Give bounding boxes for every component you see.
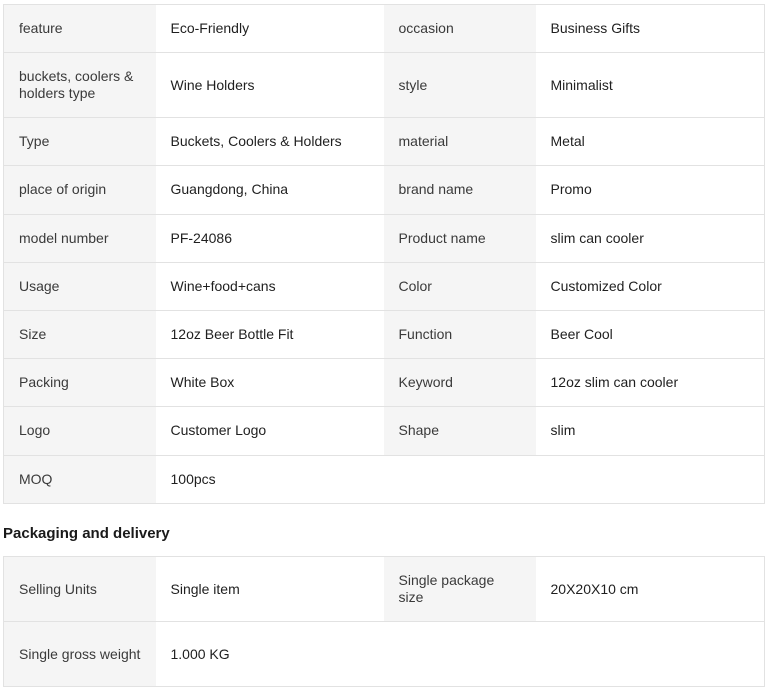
attribute-value: Beer Cool [536,310,765,358]
attribute-key: Product name [384,214,536,262]
attribute-key: Logo [4,407,156,455]
attribute-key: occasion [384,5,536,53]
attribute-value: 100pcs [156,455,384,503]
attribute-key: Single package size [384,557,536,622]
attribute-value: 12oz Beer Bottle Fit [156,310,384,358]
empty-cell [384,622,536,687]
attribute-value: Customized Color [536,262,765,310]
attributes-table [3,4,765,504]
attribute-key: Shape [384,407,536,455]
packaging-table [3,556,765,687]
attribute-value: White Box [156,359,384,407]
attribute-value: Customer Logo [156,407,384,455]
attribute-value: Eco-Friendly [156,5,384,53]
attribute-key: feature [4,5,156,53]
attribute-value: Guangdong, China [156,166,384,214]
attribute-key: style [384,53,536,118]
table-row [4,557,765,622]
attribute-value: 1.000 KG [156,622,384,687]
empty-cell [536,455,765,503]
section-title: Packaging and delivery [3,525,170,542]
table-row [4,5,765,53]
attribute-value: Metal [536,118,765,166]
empty-cell [536,622,765,687]
table-row [4,622,765,687]
attribute-value: 12oz slim can cooler [536,359,765,407]
attribute-key: Type [4,118,156,166]
attribute-key: Selling Units [4,557,156,622]
attribute-value: Single item [156,557,384,622]
table-row [4,262,765,310]
table-row [4,407,765,455]
table-row [4,53,765,118]
attribute-value: 20X20X10 cm [536,557,765,622]
attribute-key: Size [4,310,156,358]
attribute-key: model number [4,214,156,262]
table-row [4,359,765,407]
attribute-key: material [384,118,536,166]
attribute-key: Usage [4,262,156,310]
attribute-value: Buckets, Coolers & Holders [156,118,384,166]
attribute-key: Color [384,262,536,310]
attribute-value: PF-24086 [156,214,384,262]
attribute-key: brand name [384,166,536,214]
attribute-key: MOQ [4,455,156,503]
table-row [4,118,765,166]
table-row [4,166,765,214]
attribute-key: buckets, coolers & holders type [4,53,156,118]
table-row [4,214,765,262]
attribute-key: Function [384,310,536,358]
attribute-key: Packing [4,359,156,407]
attribute-value: Promo [536,166,765,214]
attribute-value: Minimalist [536,53,765,118]
attribute-value: Wine Holders [156,53,384,118]
attribute-value: slim can cooler [536,214,765,262]
table-row [4,455,765,503]
attribute-value: Business Gifts [536,5,765,53]
table-row [4,310,765,358]
empty-cell [384,455,536,503]
attribute-value: slim [536,407,765,455]
attribute-key: place of origin [4,166,156,214]
attribute-key: Single gross weight [4,622,156,687]
attribute-value: Wine+food+cans [156,262,384,310]
attribute-key: Keyword [384,359,536,407]
